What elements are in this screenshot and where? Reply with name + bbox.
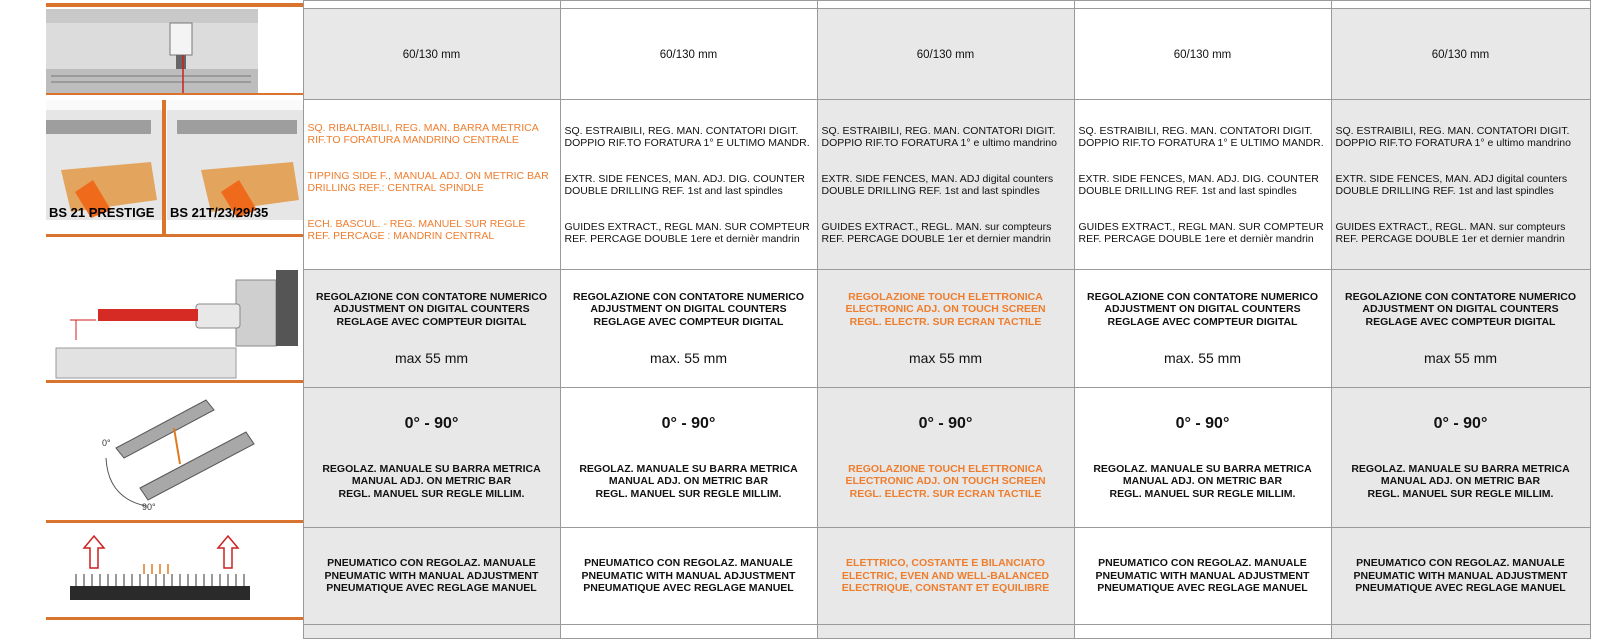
side-fences-illustration <box>46 100 303 237</box>
table-row-top <box>46 1 1590 9</box>
clamp-cell-5 <box>1331 528 1590 625</box>
clamping-image <box>46 528 303 625</box>
table-row-bottom <box>46 625 1590 639</box>
fences-cell-3 <box>817 100 1074 270</box>
fences-text-fr: GUIDES EXTRACT., REGL. MAN. sur compteurs REF. PERCAGE DOUBLE 1er et dernier mandrin <box>821 221 1052 245</box>
fences-text-it: SQ. ESTRAIBILI, REG. MAN. CONTATORI DIGIT. DOPPIO RIF.TO FORATURA 1° e ultimo mandrino <box>1335 125 1571 149</box>
clamp-cell-1 <box>303 528 560 625</box>
angle-text: REGOLAZ. MANUALE SU BARRA METRICA MANUAL ADJ. ON METRIC BAR REGL. MANUEL SUR REGLE MILLIM. <box>1093 462 1312 500</box>
depth-cell-4 <box>1074 270 1331 388</box>
drilling-depth-image <box>46 270 303 388</box>
depth-cell-2 <box>560 270 817 388</box>
table-row-fences <box>46 100 1590 270</box>
stroke-value: 60/130 mm <box>1173 49 1232 61</box>
depth-text: REGOLAZIONE CON CONTATORE NUMERICO ADJUSTMENT ON DIGITAL COUNTERS REGLAGE AVEC COMPTEUR DIGITAL <box>573 290 804 328</box>
angle-range: 0° - 90° <box>1175 414 1230 432</box>
cell-bottom-2 <box>560 625 817 639</box>
cell-top-4 <box>1074 1 1331 9</box>
clamp-cell-2 <box>560 528 817 625</box>
fences-text-it: SQ. ESTRAIBILI, REG. MAN. CONTATORI DIGIT. DOPPIO RIF.TO FORATURA 1° E ULTIMO MANDR. <box>564 125 810 149</box>
depth-max-value: max. 55 mm <box>1163 350 1241 367</box>
table-row-stroke <box>46 9 1590 100</box>
angle-label-90: 90° <box>142 501 156 512</box>
clamp-text: PNEUMATICO CON REGOLAZ. MANUALE PNEUMATIC WITH MANUAL ADJUSTMENT PNEUMATIQUE AVEC REGLAGE MANUEL <box>324 557 539 595</box>
fences-text-fr: GUIDES EXTRACT., REGL MAN. SUR COMPTEUR REF. PERCAGE DOUBLE 1ere et dernièr mandrin <box>564 221 810 245</box>
angle-range: 0° - 90° <box>661 414 716 432</box>
fences-text-en: TIPPING SIDE F., MANUAL ADJ. ON METRIC BAR DRILLING REF.: CENTRAL SPINDLE <box>307 170 549 194</box>
table-row-depth <box>46 270 1590 388</box>
fences-text-it: SQ. ESTRAIBILI, REG. MAN. CONTATORI DIGIT. DOPPIO RIF.TO FORATURA 1° E ULTIMO MANDR. <box>1078 125 1324 149</box>
stroke-value: 60/130 mm <box>659 49 718 61</box>
depth-max-value: max 55 mm <box>908 350 983 367</box>
cell-top-5 <box>1331 1 1590 9</box>
depth-max-value: max 55 mm <box>1423 350 1498 367</box>
angle-cell-1 <box>303 388 560 528</box>
clamp-cell-4 <box>1074 528 1331 625</box>
clamp-text: PNEUMATICO CON REGOLAZ. MANUALE PNEUMATIC WITH MANUAL ADJUSTMENT PNEUMATIQUE AVEC REGLAGE MANUEL <box>1353 557 1568 595</box>
angle-text: REGOLAZIONE TOUCH ELETTRONICA ELECTRONIC ADJ. ON TOUCH SCREEN REGL. ELECTR. SUR ECRAN TACTILE <box>845 462 1046 500</box>
stroke-value: 60/130 mm <box>1431 49 1490 61</box>
angle-range: 0° - 90° <box>404 414 459 432</box>
image-cell-bottom <box>46 625 303 639</box>
clamp-text: PNEUMATICO CON REGOLAZ. MANUALE PNEUMATIC WITH MANUAL ADJUSTMENT PNEUMATIQUE AVEC REGLAGE MANUEL <box>1095 557 1310 595</box>
clamp-text: ELETTRICO, COSTANTE E BILANCIATO ELECTRIC, EVEN AND WELL-BALANCED ELECTRIQUE, CONSTANT ET EQUILIBRE <box>841 557 1050 595</box>
fence-label-prestige: BS 21 PRESTIGE <box>49 204 155 220</box>
clamp-cell-3 <box>817 528 1074 625</box>
angle-text: REGOLAZ. MANUALE SU BARRA METRICA MANUAL ADJ. ON METRIC BAR REGL. MANUEL SUR REGLE MILLIM. <box>322 462 541 500</box>
stroke-cell-1 <box>303 9 560 100</box>
depth-text: REGOLAZIONE CON CONTATORE NUMERICO ADJUSTMENT ON DIGITAL COUNTERS REGLAGE AVEC COMPTEUR DIGITAL <box>1345 290 1576 328</box>
fences-text-fr: ECH. BASCUL. - REG. MANUEL SUR REGLE REF. PERCAGE : MANDRIN CENTRAL <box>307 218 526 242</box>
depth-max-value: max. 55 mm <box>649 350 727 367</box>
cell-top-2 <box>560 1 817 9</box>
fences-cell-2 <box>560 100 817 270</box>
spindle-stroke-illustration <box>46 9 303 95</box>
drilling-depth-illustration <box>46 270 303 383</box>
angle-label-0: 0° <box>102 437 111 448</box>
tilt-angle-illustration <box>46 388 303 523</box>
angle-cell-3 <box>817 388 1074 528</box>
angle-cell-4 <box>1074 388 1331 528</box>
table-row-angle <box>46 388 1590 528</box>
fences-text-fr: GUIDES EXTRACT., REGL. MAN. sur compteurs REF. PERCAGE DOUBLE 1er et dernier mandrin <box>1335 221 1566 245</box>
angle-text: REGOLAZ. MANUALE SU BARRA METRICA MANUAL ADJ. ON METRIC BAR REGL. MANUEL SUR REGLE MILLIM. <box>579 462 798 500</box>
fences-text-en: EXTR. SIDE FENCES, MAN. ADJ digital counters DOUBLE DRILLING REF. 1st and last spindles <box>1335 173 1568 197</box>
depth-cell-3 <box>817 270 1074 388</box>
table-row-clamp <box>46 528 1590 625</box>
cell-bottom-3 <box>817 625 1074 639</box>
fences-cell-5 <box>1331 100 1590 270</box>
stroke-cell-5 <box>1331 9 1590 100</box>
depth-cell-1 <box>303 270 560 388</box>
stroke-cell-4 <box>1074 9 1331 100</box>
angle-text: REGOLAZ. MANUALE SU BARRA METRICA MANUAL ADJ. ON METRIC BAR REGL. MANUEL SUR REGLE MILLIM. <box>1351 462 1570 500</box>
cell-bottom-4 <box>1074 625 1331 639</box>
depth-text: REGOLAZIONE CON CONTATORE NUMERICO ADJUSTMENT ON DIGITAL COUNTERS REGLAGE AVEC COMPTEUR DIGITAL <box>1087 290 1318 328</box>
depth-cell-5 <box>1331 270 1590 388</box>
cell-bottom-1 <box>303 625 560 639</box>
fences-text-fr: GUIDES EXTRACT., REGL MAN. SUR COMPTEUR REF. PERCAGE DOUBLE 1ere et dernièr mandrin <box>1078 221 1324 245</box>
angle-cell-5 <box>1331 388 1590 528</box>
depth-text: REGOLAZIONE TOUCH ELETTRONICA ELECTRONIC ADJ. ON TOUCH SCREEN REGL. ELECTR. SUR ECRAN TACTILE <box>845 290 1046 328</box>
cell-top-3 <box>817 1 1074 9</box>
fence-label-models: BS 21T/23/29/35 <box>170 204 269 220</box>
clamping-illustration <box>46 528 303 620</box>
angle-cell-2 <box>560 388 817 528</box>
fences-text-en: EXTR. SIDE FENCES, MAN. ADJ. DIG. COUNTER DOUBLE DRILLING REF. 1st and last spindles <box>564 173 805 197</box>
stroke-cell-3 <box>817 9 1074 100</box>
image-cell-top <box>46 1 303 9</box>
depth-text: REGOLAZIONE CON CONTATORE NUMERICO ADJUSTMENT ON DIGITAL COUNTERS REGLAGE AVEC COMPTEUR DIGITAL <box>316 290 547 328</box>
cell-bottom-5 <box>1331 625 1590 639</box>
side-fences-image <box>46 100 303 270</box>
stroke-value: 60/130 mm <box>916 49 975 61</box>
clamp-text: PNEUMATICO CON REGOLAZ. MANUALE PNEUMATIC WITH MANUAL ADJUSTMENT PNEUMATIQUE AVEC REGLAGE MANUEL <box>581 557 796 595</box>
cell-top-1 <box>303 1 560 9</box>
fences-cell-1 <box>303 100 560 270</box>
depth-max-value: max 55 mm <box>394 350 469 367</box>
fences-text-it: SQ. ESTRAIBILI, REG. MAN. CONTATORI DIGIT. DOPPIO RIF.TO FORATURA 1° e ultimo mandrino <box>821 125 1057 149</box>
spindle-stroke-image <box>46 9 303 100</box>
fences-text-it: SQ. RIBALTABILI, REG. MAN. BARRA METRICA RIF.TO FORATURA MANDRINO CENTRALE <box>307 122 539 146</box>
angle-range: 0° - 90° <box>918 414 973 432</box>
fences-text-en: EXTR. SIDE FENCES, MAN. ADJ. DIG. COUNTER DOUBLE DRILLING REF. 1st and last spindles <box>1078 173 1319 197</box>
comparison-table <box>46 0 1590 595</box>
fences-text-en: EXTR. SIDE FENCES, MAN. ADJ digital counters DOUBLE DRILLING REF. 1st and last spindles <box>821 173 1054 197</box>
fences-cell-4 <box>1074 100 1331 270</box>
stroke-cell-2 <box>560 9 817 100</box>
tilt-angle-image <box>46 388 303 528</box>
angle-range: 0° - 90° <box>1433 414 1488 432</box>
stroke-value: 60/130 mm <box>402 49 461 61</box>
